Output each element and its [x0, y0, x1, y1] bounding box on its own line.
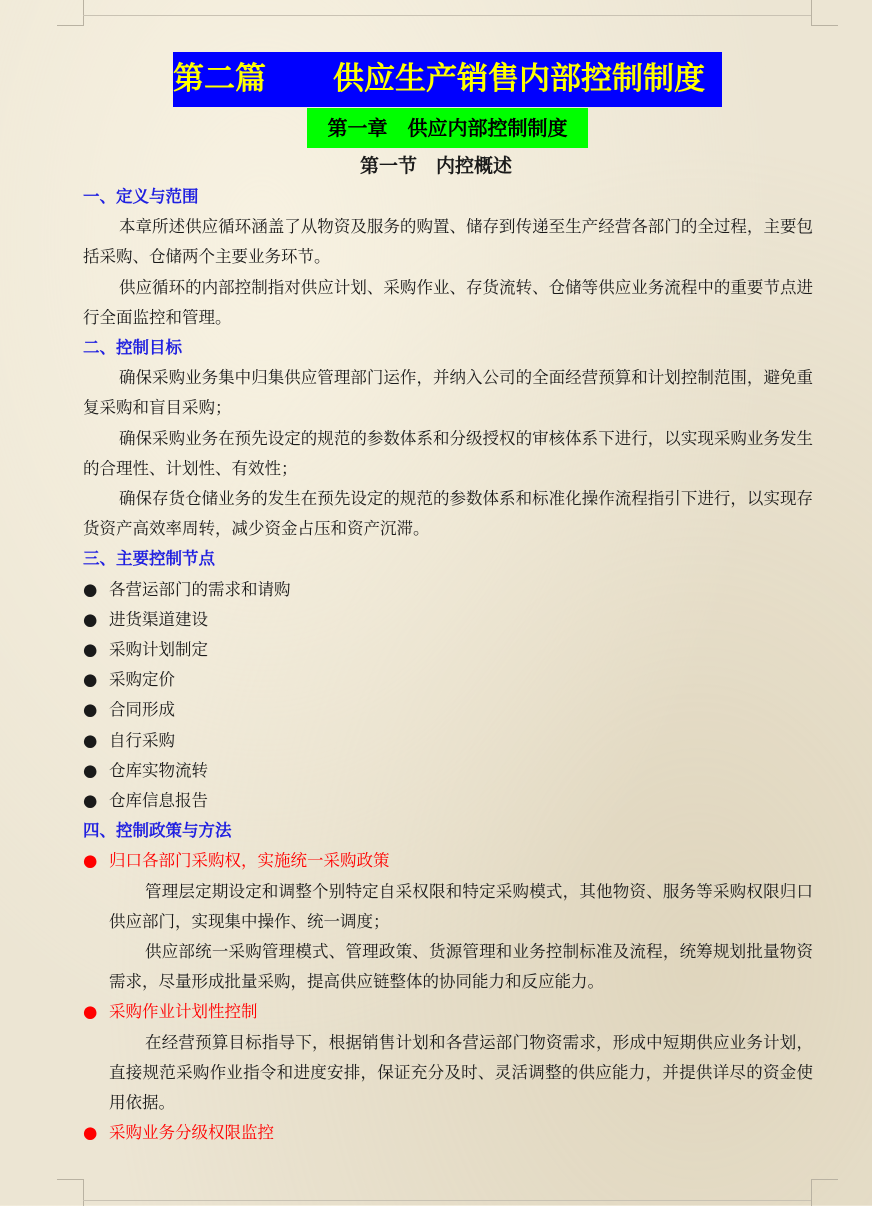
list-item-text: 进货渠道建设 [109, 609, 208, 629]
bullet-icon: ● [83, 851, 98, 871]
bullet-icon: ● [83, 1002, 98, 1022]
bullet-icon: ● [83, 670, 98, 690]
policy-item-title [83, 1118, 813, 1148]
list-item [83, 605, 813, 635]
bullet-icon: ● [83, 791, 98, 811]
policy-item-title [83, 846, 813, 876]
list-item [83, 726, 813, 756]
list-item-text: 仓库信息报告 [109, 791, 208, 811]
policy-item-title [83, 997, 813, 1027]
part-number: 第二篇 [173, 61, 266, 97]
list-item [83, 756, 813, 786]
chapter-title: 第一章 供应内部控制制度 [307, 108, 588, 148]
policy-title-text: 归口各部门采购权，实施统一采购政策 [109, 851, 390, 871]
list-item-text: 采购计划制定 [109, 640, 208, 660]
list-item-text: 采购定价 [109, 670, 175, 690]
bullet-icon: ● [83, 760, 98, 780]
section-title: 第一节 内控概述 [359, 155, 512, 177]
bullet-icon: ● [83, 640, 98, 660]
bullet-icon: ● [83, 730, 98, 750]
paragraph: 供应部统一采购管理模式、管理政策、货源管理和业务控制标准及流程，统筹规划批量物资需求，尽量形成批量采购，提高供应链整体的协同能力和反应能力。 [109, 942, 813, 992]
paragraph: 确保采购业务在预先设定的规范的参数体系和分级授权的审核体系下进行，以实现采购业务发生的合理性、计划性、有效性； [83, 428, 813, 478]
list-item-text: 各营运部门的需求和请购 [109, 579, 291, 599]
page-top-border [83, 15, 811, 16]
list-item [83, 695, 813, 725]
policy-title-text: 采购业务分级权限监控 [109, 1123, 274, 1143]
heading-objectives: 二、控制目标 [83, 338, 182, 358]
page-bottom-border [83, 1200, 811, 1201]
policy-title-text: 采购作业计划性控制 [109, 1002, 258, 1022]
paragraph: 在经营预算目标指导下，根据销售计划和各营运部门物资需求，形成中短期供应业务计划，直接规范采购作业指令和进度安排，保证充分及时、灵活调整的供应能力，并提供详尽的资金使用依据。 [109, 1032, 813, 1113]
corner-mark [57, 0, 84, 26]
list-item-text: 仓库实物流转 [109, 760, 208, 780]
heading-definition: 一、定义与范围 [83, 187, 199, 206]
list-item [83, 635, 813, 665]
corner-mark [57, 1179, 84, 1206]
control-points-list [83, 575, 813, 817]
list-item [83, 665, 813, 695]
list-item [83, 786, 813, 816]
paragraph: 确保存货仓储业务的发生在预先设定的规范的参数体系和标准化操作流程指引下进行，以实现存货资产高效率周转，减少资金占压和资产沉滞。 [83, 489, 813, 539]
list-item-text: 自行采购 [109, 730, 175, 750]
heading-control-points: 三、主要控制节点 [83, 549, 215, 569]
heading-policies: 四、控制政策与方法 [83, 821, 232, 841]
policies-list [83, 846, 813, 1148]
part-name: 供应生产销售内部控制制度 [333, 61, 705, 97]
bullet-icon: ● [83, 609, 98, 629]
paragraph: 供应循环的内部控制指对供应计划、采购作业、存货流转、仓储等供应业务流程中的重要节点进行全面监控和管理。 [83, 277, 813, 327]
document-body [83, 182, 813, 1149]
corner-mark [811, 1179, 838, 1206]
paragraph: 管理层定期设定和调整个别特定自采权限和特定采购模式，其他物资、服务等采购权限归口供应部门，实现集中操作、统一调度； [109, 881, 813, 931]
part-title [173, 52, 722, 107]
paragraph: 确保采购业务集中归集供应管理部门运作，并纳入公司的全面经营预算和计划控制范围，避免重复采购和盲目采购； [83, 368, 813, 418]
bullet-icon: ● [83, 700, 98, 720]
bullet-icon: ● [83, 1123, 98, 1143]
list-item-text: 合同形成 [109, 700, 175, 720]
list-item [83, 575, 813, 605]
bullet-icon: ● [83, 579, 98, 599]
corner-mark [811, 0, 838, 26]
paragraph: 本章所述供应循环涵盖了从物资及服务的购置、储存到传递至生产经营各部门的全过程，主要包括采购、仓储两个主要业务环节。 [83, 217, 813, 267]
